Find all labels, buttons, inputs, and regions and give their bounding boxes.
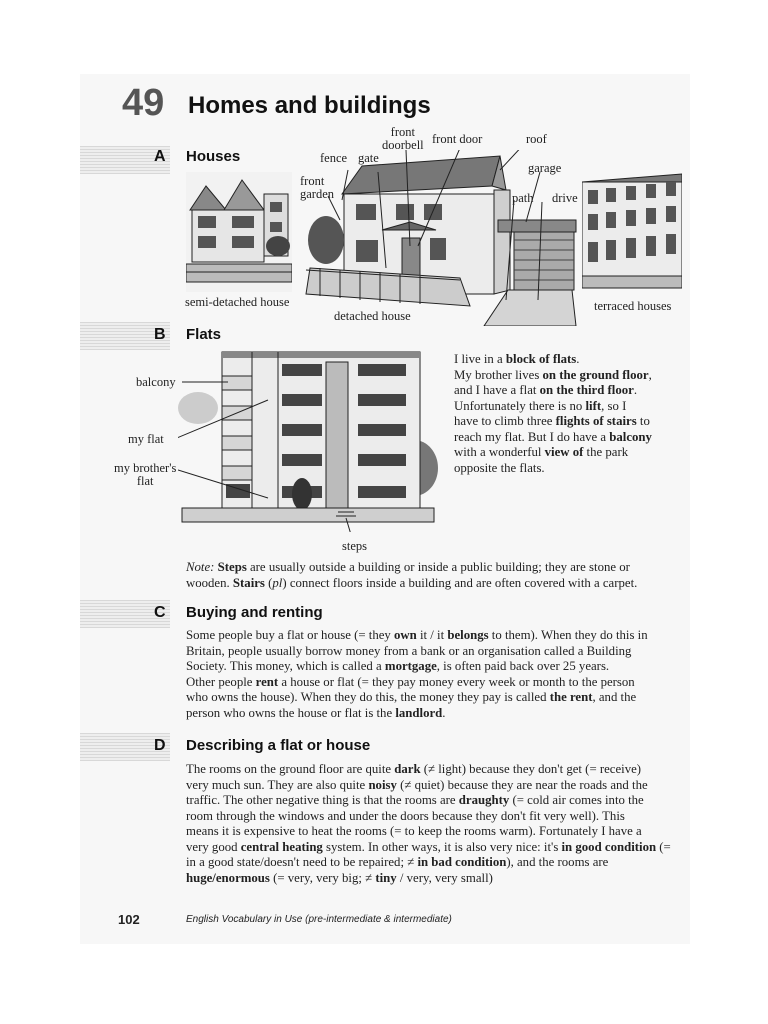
label-steps: steps xyxy=(342,539,367,553)
buying-renting-paragraph: Some people buy a flat or house (= they own it / it belongs to them). When they do this in Britain, people usually borrow money from a bank or an organisation called a Building Society. This money, which is called a mortgage, is often paid back over 25 years. Other people rent a house or flat (= they pay money every week or month to the person who owns the house). When they do this, the money they pay is called the rent, and the person who owns the house or flat is the landlord. xyxy=(186,628,648,720)
label-terraced: terraced houses xyxy=(594,299,672,313)
steps-note: Note: Steps are usually outside a building or inside a public building; they are stone or wooden. Stairs (pl) connect floors inside a building and are often covered with a carpet. xyxy=(186,560,638,590)
unit-title: Homes and buildings xyxy=(188,92,431,119)
label-front-door: front door xyxy=(432,132,483,146)
detached-house-illustration xyxy=(300,150,580,326)
label-balcony: balcony xyxy=(136,375,176,389)
label-front-garden: front garden xyxy=(300,174,335,201)
label-garage: garage xyxy=(528,161,562,175)
unit-number: 49 xyxy=(122,82,165,124)
block-of-flats-illustration xyxy=(178,348,440,532)
label-my-flat: my flat xyxy=(128,432,164,446)
section-b-letter: B xyxy=(154,326,166,343)
label-semi-detached: semi-detached house xyxy=(185,295,290,309)
label-drive: drive xyxy=(552,191,578,205)
label-detached: detached house xyxy=(334,309,411,323)
flats-paragraph: I live in a block of flats. My brother lives on the ground floor, and I have a flat on the third floor. Unfortunately there is no lift, so I have to climb three flights of stairs to reach my flat. But I do have a balcony with a wonderful view of the park opposite the flats. xyxy=(454,352,652,475)
label-gate: gate xyxy=(358,151,379,165)
section-d-letter: D xyxy=(154,737,166,754)
describing-paragraph: The rooms on the ground floor are quite dark (≠ light) because they don't get (= receive) very much sun. They are also quite noisy (≠ quiet) because they are near the roads and the traffic. The other negative thing is that the rooms are draughty (= cold air comes into the room through the windows and under the doors because they don't fit very well). This means it is expensive to heat the rooms (= to keep the rooms warm). Fortunately I have a very good central heating system. In other ways, it is also very nice: it's in good condition (= in a good state/doesn't need to be repaired; ≠ in bad condition), and the rooms are huge/enormous (= very, very big; ≠ tiny / very, very small) xyxy=(186,762,671,885)
label-roof: roof xyxy=(526,132,547,146)
label-my-brothers-flat: my brother's flat xyxy=(114,461,177,488)
page-number: 102 xyxy=(118,912,140,927)
label-front-doorbell: front doorbell xyxy=(382,125,424,152)
section-b-heading: Flats xyxy=(186,326,222,343)
book-title: English Vocabulary in Use (pre-intermediate & intermediate) xyxy=(186,914,452,925)
terraced-houses-illustration xyxy=(582,172,682,294)
label-fence: fence xyxy=(320,151,348,165)
section-d-heading: Describing a flat or house xyxy=(186,737,371,754)
semi-detached-house-illustration xyxy=(186,172,292,292)
section-a-heading: Houses xyxy=(186,148,241,165)
label-path: path xyxy=(512,191,534,205)
section-c-letter: C xyxy=(154,604,166,621)
section-c-heading: Buying and renting xyxy=(186,604,323,621)
section-a-letter: A xyxy=(154,148,166,165)
